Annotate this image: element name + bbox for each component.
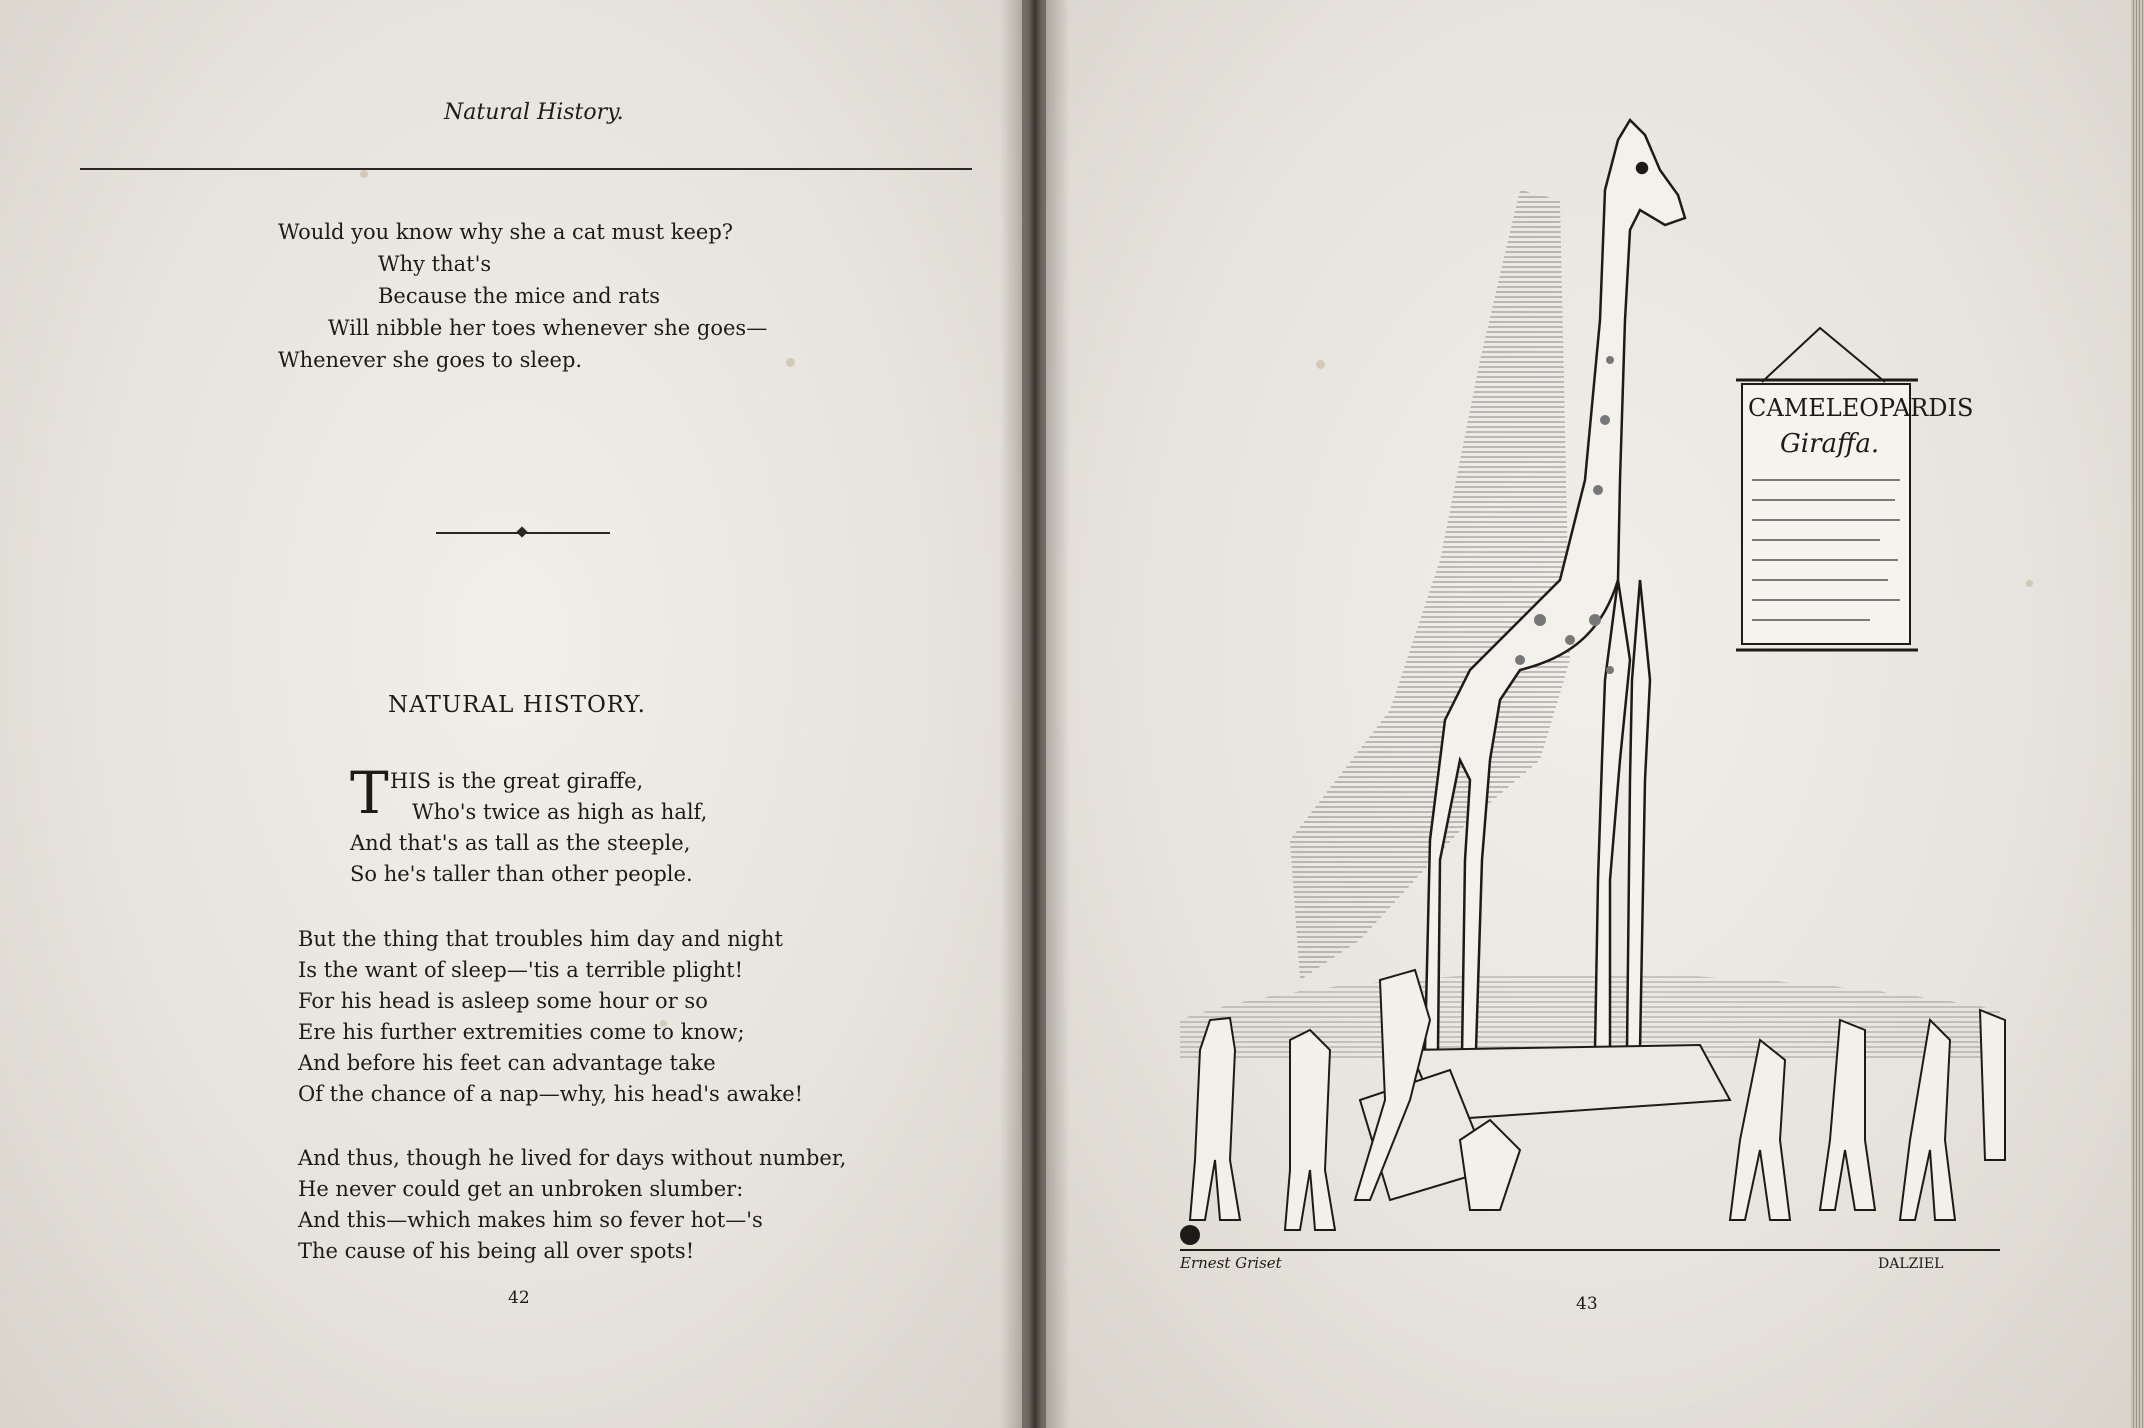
- artist-signature: Ernest Griset: [1180, 1254, 1282, 1272]
- verse-line: And thus, though he lived for days without number,: [298, 1146, 847, 1170]
- foxing-spot: [2026, 580, 2033, 587]
- figure-child: [1460, 1120, 1520, 1210]
- verse-line: Will nibble her toes whenever she goes—: [328, 316, 768, 340]
- verse-line: The cause of his being all over spots!: [298, 1239, 695, 1263]
- page-edge-right: [2131, 0, 2144, 1428]
- foxing-spot: [360, 170, 368, 178]
- verse-line: Why that's: [378, 252, 492, 276]
- foxing-spot: [786, 358, 795, 367]
- verse-line: Of the chance of a nap—why, his head's awake!: [298, 1082, 804, 1106]
- verse-line: But the thing that troubles him day and night: [298, 927, 783, 951]
- verse-line: And that's as tall as the steeple,: [350, 831, 691, 855]
- verse-line: Who's twice as high as half,: [412, 800, 708, 824]
- book-gutter: [1000, 0, 1070, 1428]
- figure-woman: [1730, 1040, 1790, 1220]
- verse-line: Whenever she goes to sleep.: [278, 348, 583, 372]
- drop-cap: T: [350, 759, 389, 827]
- verse-line: Is the want of sleep—'tis a terrible plight!: [298, 958, 744, 982]
- verse-line: For his head is asleep some hour or so: [298, 989, 708, 1013]
- verse-line: He never could get an unbroken slumber:: [298, 1177, 744, 1201]
- page-number: 43: [1576, 1294, 1598, 1314]
- page-number: 42: [508, 1288, 530, 1308]
- figure-man: [1285, 1030, 1335, 1230]
- verse-line: HIS is the great giraffe,: [390, 769, 644, 793]
- hat-icon: [1180, 1225, 1200, 1245]
- verse-line: And this—which makes him so fever hot—'s: [298, 1208, 763, 1232]
- verse-line: Would you know why she a cat must keep?: [278, 220, 734, 244]
- sign-subtitle: Giraffa.: [1780, 429, 1880, 459]
- verse-line: Ere his further extremities come to know;: [298, 1020, 745, 1044]
- giraffe-illustration: [1140, 60, 2020, 1280]
- sign-title: CAMELEOPARDIS: [1748, 394, 1974, 422]
- poem-title: NATURAL HISTORY.: [388, 692, 646, 718]
- verse-line: Because the mice and rats: [378, 284, 661, 308]
- left-page: [0, 0, 1022, 1428]
- figure-lady: [1980, 1010, 2005, 1160]
- header-rule: [80, 168, 972, 170]
- engraver-signature: DALZIEL: [1878, 1256, 1944, 1272]
- verse-line: So he's taller than other people.: [350, 862, 693, 886]
- section-ornament: [436, 532, 610, 534]
- verse-line: And before his feet can advantage take: [298, 1051, 716, 1075]
- running-head: Natural History.: [444, 100, 624, 125]
- sign-board: [1736, 328, 1973, 650]
